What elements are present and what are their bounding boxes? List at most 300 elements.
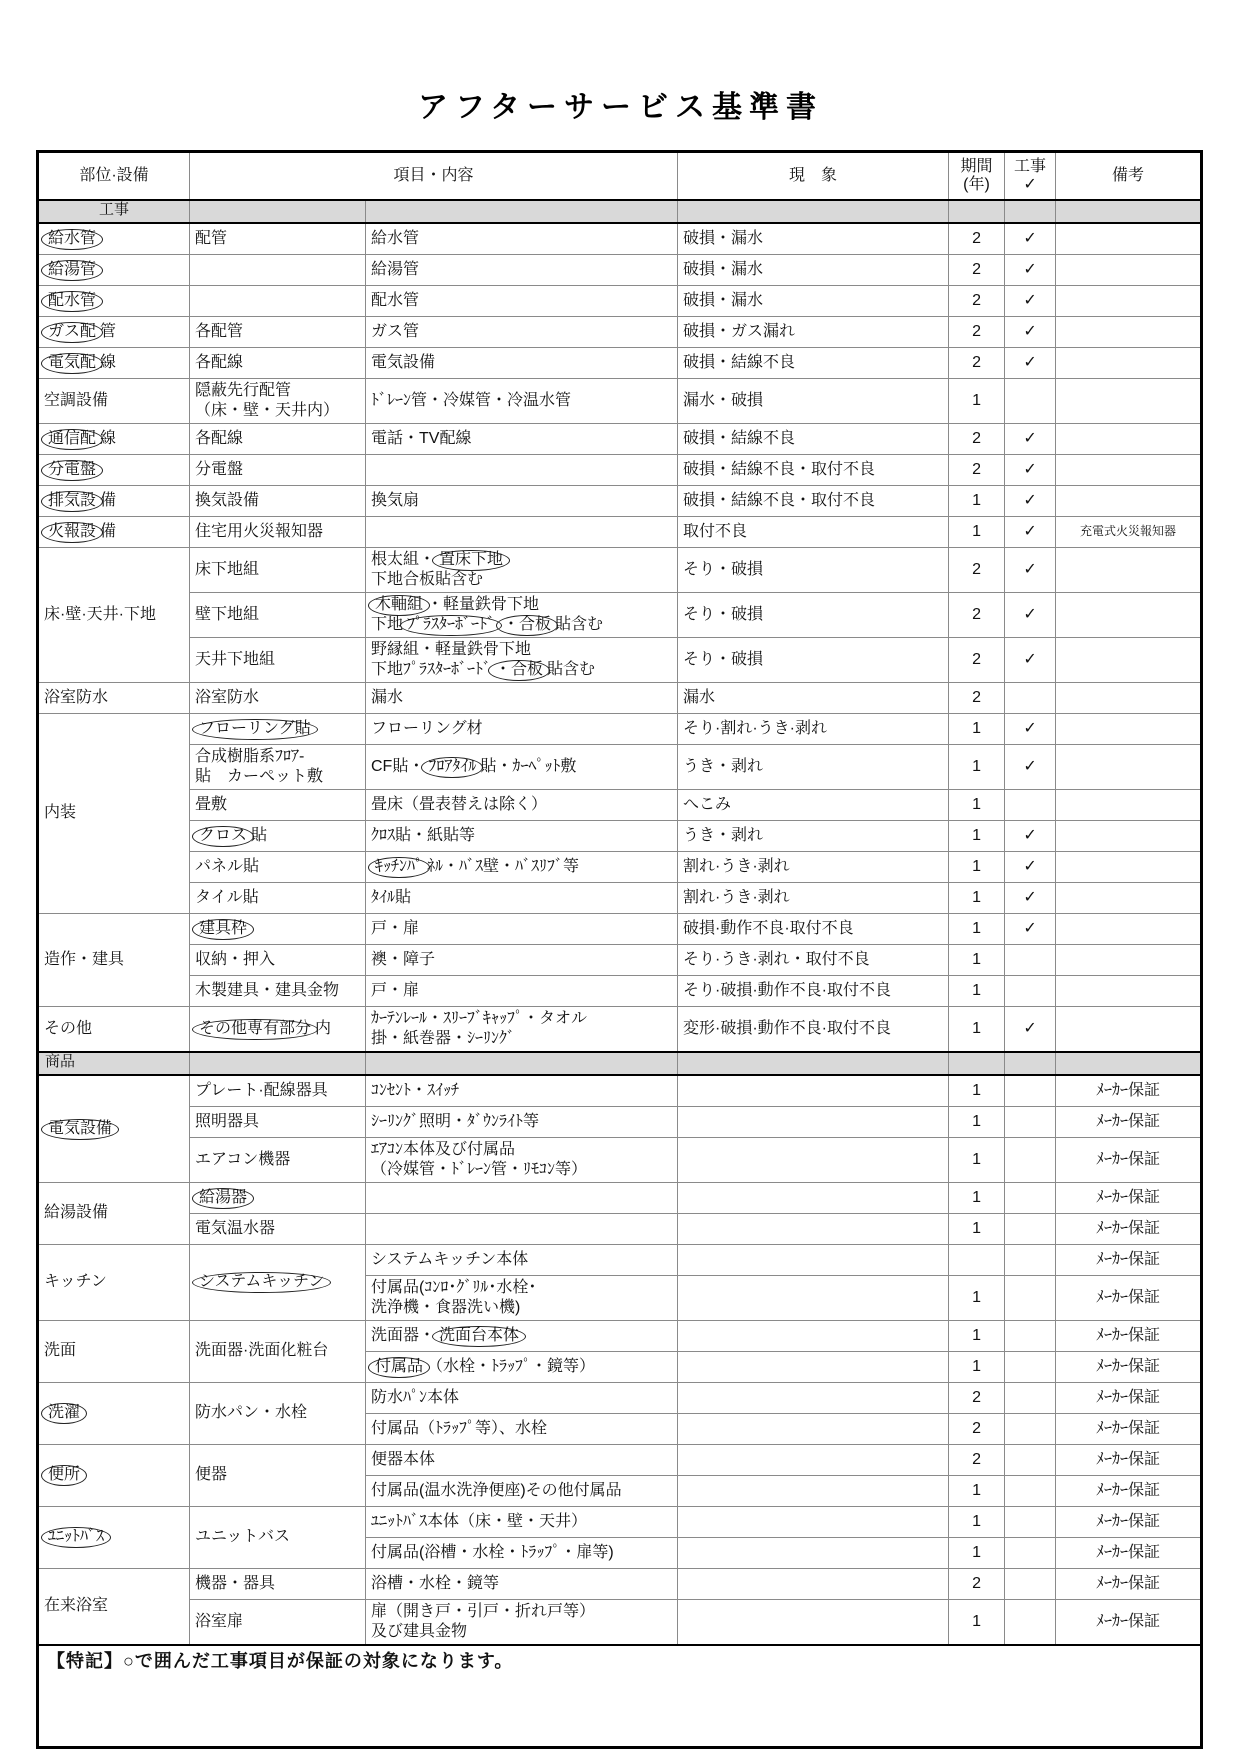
remark-cell: ﾒｰｶｰ保証 bbox=[1056, 1106, 1202, 1137]
table-cell bbox=[38, 682, 190, 713]
table-cell bbox=[366, 1599, 678, 1645]
col-header-remarks: 備考 bbox=[1056, 152, 1202, 201]
work-check-cell: ✓ bbox=[1005, 851, 1056, 882]
table-cell bbox=[38, 316, 190, 347]
table-cell bbox=[190, 882, 366, 913]
remark-cell: ﾒｰｶｰ保証 bbox=[1056, 1537, 1202, 1568]
cell-text: そり・破損 bbox=[683, 560, 764, 578]
table-cell bbox=[38, 1568, 190, 1645]
period-label-bottom: (年) bbox=[963, 176, 990, 193]
table-cell bbox=[678, 944, 949, 975]
cell-text: 扉（開き戸・引戸・折れ戸等） bbox=[371, 1602, 596, 1620]
table-cell bbox=[366, 1568, 678, 1599]
table-row bbox=[38, 789, 1202, 820]
cell-text: 壁下地組 bbox=[195, 605, 260, 623]
table-cell bbox=[366, 1320, 678, 1351]
table-cell bbox=[38, 347, 190, 378]
work-check-cell bbox=[1005, 1382, 1056, 1413]
remark-cell bbox=[1056, 285, 1202, 316]
cell-text: フローリング材 bbox=[371, 719, 483, 737]
table-cell bbox=[366, 1213, 678, 1244]
remark-cell: ﾒｰｶｰ保証 bbox=[1056, 1475, 1202, 1506]
table-row bbox=[38, 851, 1202, 882]
table-row bbox=[38, 592, 1202, 637]
cell-text: 便器 bbox=[195, 1466, 228, 1483]
table-cell bbox=[678, 1382, 949, 1413]
cell-text: 分電盤 bbox=[195, 460, 244, 478]
cell-text: （床・壁・天井内） bbox=[195, 401, 340, 419]
cell-text: うき・剥れ bbox=[683, 826, 764, 844]
section-band-cell bbox=[678, 200, 949, 223]
table-cell bbox=[678, 789, 949, 820]
cell-text: 掛・紙巻器・ｼｰﾘﾝｸﾞ bbox=[371, 1029, 516, 1047]
table-cell bbox=[38, 1182, 190, 1244]
col-header-period bbox=[949, 152, 1005, 201]
service-standards-table bbox=[36, 150, 1203, 1749]
guarantee-circle: ﾌﾟﾗｽﾀｰﾎﾞｰﾄﾞ bbox=[400, 615, 502, 636]
cell-text: 合成樹脂系ﾌﾛｱ- bbox=[195, 747, 305, 765]
guarantee-circle: 給湯器 bbox=[192, 1188, 254, 1209]
table-cell bbox=[678, 682, 949, 713]
work-check-cell bbox=[1005, 1213, 1056, 1244]
remark-cell bbox=[1056, 682, 1202, 713]
table-cell bbox=[678, 637, 949, 682]
table-cell bbox=[678, 254, 949, 285]
table-cell bbox=[190, 1506, 366, 1568]
table-cell bbox=[190, 1106, 366, 1137]
cell-text: 破損・結線不良・取付不良 bbox=[683, 491, 876, 509]
period-cell: 1 bbox=[949, 1475, 1005, 1506]
table-row bbox=[38, 944, 1202, 975]
table-cell bbox=[38, 1444, 190, 1506]
table-cell bbox=[38, 423, 190, 454]
cell-text: 戸・扉 bbox=[371, 919, 420, 937]
table-row bbox=[38, 516, 1202, 547]
table-row bbox=[38, 316, 1202, 347]
remark-cell bbox=[1056, 316, 1202, 347]
table-cell bbox=[366, 378, 678, 423]
table-cell bbox=[190, 789, 366, 820]
cell-text: 床下地組 bbox=[195, 560, 260, 578]
work-check-cell bbox=[1005, 975, 1056, 1006]
period-cell: 2 bbox=[949, 547, 1005, 592]
cell-text: 畳床（畳表替えは除く） bbox=[371, 795, 548, 813]
section-band-cell bbox=[678, 1052, 949, 1075]
table-cell bbox=[190, 975, 366, 1006]
table-cell bbox=[38, 913, 190, 1006]
table-cell bbox=[38, 378, 190, 423]
cell-text: 浴室防水 bbox=[44, 688, 109, 706]
cell-text: 防水パン・水栓 bbox=[195, 1404, 308, 1421]
work-check-cell bbox=[1005, 378, 1056, 423]
footer-note-row bbox=[38, 1645, 1202, 1748]
table-cell bbox=[190, 851, 366, 882]
section-band-cell bbox=[1005, 200, 1056, 223]
table-cell bbox=[190, 1444, 366, 1506]
period-label-top: 期間 bbox=[960, 157, 993, 175]
cell-text: 破損・結線不良 bbox=[683, 429, 796, 447]
table-cell bbox=[190, 913, 366, 944]
table-cell bbox=[38, 516, 190, 547]
section-band-row bbox=[38, 200, 1202, 223]
work-label: 工事 bbox=[1014, 157, 1047, 175]
remark-cell bbox=[1056, 254, 1202, 285]
table-cell bbox=[38, 1382, 190, 1444]
period-cell: 1 bbox=[949, 789, 1005, 820]
table-cell bbox=[366, 789, 678, 820]
cell-text: 及び建具金物 bbox=[371, 1622, 468, 1640]
table-cell bbox=[38, 713, 190, 913]
guarantee-circle: 通信配 bbox=[41, 429, 103, 450]
cell-text: ガス管 bbox=[371, 322, 420, 340]
table-cell bbox=[678, 1006, 949, 1052]
cell-text: システムキッチン本体 bbox=[371, 1250, 529, 1268]
cell-text: 電気設備 bbox=[371, 353, 436, 371]
period-cell: 2 bbox=[949, 347, 1005, 378]
period-cell: 2 bbox=[949, 423, 1005, 454]
table-cell bbox=[366, 1075, 678, 1107]
table-cell bbox=[678, 820, 949, 851]
table-row bbox=[38, 1506, 1202, 1537]
table-cell bbox=[190, 547, 366, 592]
table-cell bbox=[190, 1244, 366, 1320]
table-cell bbox=[38, 1006, 190, 1052]
table-row bbox=[38, 1244, 1202, 1275]
work-check-icon: ✓ bbox=[1023, 176, 1037, 193]
table-cell bbox=[678, 913, 949, 944]
table-cell bbox=[190, 1137, 366, 1182]
table-cell bbox=[190, 223, 366, 255]
guarantee-circle: ﾕﾆｯﾄﾊﾞｽ bbox=[41, 1527, 111, 1548]
table-cell bbox=[190, 1213, 366, 1244]
cell-text: 割れ·うき·剥れ bbox=[683, 888, 790, 906]
remark-cell: ﾒｰｶｰ保証 bbox=[1056, 1075, 1202, 1107]
remark-cell bbox=[1056, 882, 1202, 913]
table-row bbox=[38, 713, 1202, 744]
cell-text: 取付不良 bbox=[683, 522, 748, 540]
period-cell: 1 bbox=[949, 820, 1005, 851]
guarantee-circle: 付属品 bbox=[368, 1357, 430, 1378]
table-cell bbox=[678, 485, 949, 516]
cell-text: うき・剥れ bbox=[683, 757, 764, 775]
work-check-cell bbox=[1005, 1444, 1056, 1475]
cell-text: へこみ bbox=[683, 795, 732, 813]
table-cell bbox=[366, 1413, 678, 1444]
guarantee-circle: 給水管 bbox=[41, 229, 103, 250]
cell-text: 電話・TV配線 bbox=[371, 429, 472, 447]
period-cell: 1 bbox=[949, 1506, 1005, 1537]
table-cell bbox=[678, 1106, 949, 1137]
table-cell bbox=[190, 1075, 366, 1107]
work-check-cell bbox=[1005, 1137, 1056, 1182]
section-band-cell bbox=[366, 200, 678, 223]
table-cell bbox=[366, 592, 678, 637]
period-cell: 1 bbox=[949, 713, 1005, 744]
cell-text: 備 bbox=[100, 491, 117, 509]
remark-cell bbox=[1056, 592, 1202, 637]
cell-text: 内装 bbox=[44, 804, 77, 822]
period-cell: 2 bbox=[949, 1413, 1005, 1444]
work-check-cell bbox=[1005, 1182, 1056, 1213]
table-cell bbox=[678, 1182, 949, 1213]
guarantee-circle: 洗面台本体 bbox=[432, 1326, 526, 1347]
table-cell bbox=[366, 851, 678, 882]
cell-text: パネル貼 bbox=[195, 857, 260, 875]
table-cell bbox=[38, 1075, 190, 1183]
table-cell bbox=[366, 882, 678, 913]
cell-text: 造作・建具 bbox=[44, 950, 125, 968]
work-check-cell: ✓ bbox=[1005, 254, 1056, 285]
guarantee-circle: 便所 bbox=[41, 1465, 87, 1486]
table-cell bbox=[678, 592, 949, 637]
table-cell bbox=[678, 975, 949, 1006]
work-check-cell: ✓ bbox=[1005, 423, 1056, 454]
table-row bbox=[38, 1568, 1202, 1599]
page-title: アフターサービス基準書 bbox=[418, 91, 823, 124]
cell-text: 破損・ガス漏れ bbox=[683, 322, 796, 340]
cell-text: 野縁組・軽量鉄骨下地 bbox=[371, 640, 532, 658]
table-cell bbox=[678, 851, 949, 882]
cell-text: 換気設備 bbox=[195, 491, 260, 509]
cell-text: 変形·破損·動作不良·取付不良 bbox=[683, 1019, 892, 1037]
table-cell bbox=[366, 1537, 678, 1568]
cell-text: 襖・障子 bbox=[371, 950, 436, 968]
guarantee-circle: 建具枠 bbox=[192, 919, 254, 940]
cell-text: 畳敷 bbox=[195, 795, 228, 813]
cell-text: 割れ·うき·剥れ bbox=[683, 857, 790, 875]
table-cell bbox=[366, 975, 678, 1006]
remark-cell: 充電式火災報知器 bbox=[1056, 516, 1202, 547]
table-cell bbox=[190, 744, 366, 789]
table-cell bbox=[190, 944, 366, 975]
period-cell: 2 bbox=[949, 592, 1005, 637]
cell-text: 浴室扉 bbox=[195, 1612, 244, 1630]
cell-text: そり·破損·動作不良·取付不良 bbox=[683, 981, 892, 999]
remark-cell: ﾒｰｶｰ保証 bbox=[1056, 1244, 1202, 1275]
cell-text: 洗浄機・食器洗い機) bbox=[371, 1298, 521, 1316]
work-check-cell bbox=[1005, 1413, 1056, 1444]
work-check-cell: ✓ bbox=[1005, 485, 1056, 516]
period-cell: 1 bbox=[949, 1106, 1005, 1137]
table-row bbox=[38, 1137, 1202, 1182]
work-check-cell: ✓ bbox=[1005, 913, 1056, 944]
period-cell: 1 bbox=[949, 1537, 1005, 1568]
period-cell: 1 bbox=[949, 1075, 1005, 1107]
guarantee-circle: 電気設備 bbox=[41, 1119, 119, 1140]
period-cell: 1 bbox=[949, 378, 1005, 423]
work-check-cell bbox=[1005, 1275, 1056, 1320]
remark-cell bbox=[1056, 713, 1202, 744]
table-cell bbox=[366, 637, 678, 682]
period-cell: 2 bbox=[949, 223, 1005, 255]
cell-text: 給湯設備 bbox=[44, 1204, 109, 1221]
table-cell bbox=[678, 285, 949, 316]
table-row bbox=[38, 223, 1202, 255]
col-header-phenomenon: 現 象 bbox=[678, 152, 949, 201]
section-band-cell bbox=[190, 1052, 366, 1075]
table-cell bbox=[366, 1275, 678, 1320]
guarantee-circle: システムキッチン bbox=[192, 1272, 331, 1293]
work-check-cell: ✓ bbox=[1005, 592, 1056, 637]
guarantee-circle: 火報設 bbox=[41, 522, 103, 543]
table-cell bbox=[366, 820, 678, 851]
work-check-cell bbox=[1005, 1075, 1056, 1107]
table-cell bbox=[366, 1182, 678, 1213]
remark-cell bbox=[1056, 347, 1202, 378]
cell-text: 収納・押入 bbox=[195, 950, 276, 968]
cell-text: 貼・ｶｰﾍﾟｯﾄ敷 bbox=[480, 757, 577, 775]
work-check-cell: ✓ bbox=[1005, 713, 1056, 744]
work-check-cell: ✓ bbox=[1005, 285, 1056, 316]
period-cell: 2 bbox=[949, 1382, 1005, 1413]
period-cell: 2 bbox=[949, 454, 1005, 485]
period-cell: 1 bbox=[949, 851, 1005, 882]
period-cell bbox=[949, 1244, 1005, 1275]
cell-text: 各配線 bbox=[195, 429, 244, 447]
col-header-part: 部位·設備 bbox=[38, 152, 190, 201]
guarantee-circle: 木軸組 bbox=[368, 595, 430, 616]
remark-cell: ﾒｰｶｰ保証 bbox=[1056, 1382, 1202, 1413]
remark-cell bbox=[1056, 744, 1202, 789]
cell-text: ﾕﾆｯﾄﾊﾞｽ本体（床・壁・天井） bbox=[371, 1512, 588, 1530]
cell-text: CF貼・ bbox=[371, 757, 425, 775]
col-header-item: 項目・内容 bbox=[190, 152, 678, 201]
table-row bbox=[38, 485, 1202, 516]
remark-cell bbox=[1056, 547, 1202, 592]
table-cell bbox=[366, 1244, 678, 1275]
table-row bbox=[38, 1382, 1202, 1413]
cell-text: 在来浴室 bbox=[44, 1597, 109, 1614]
table-row bbox=[38, 347, 1202, 378]
guarantee-circle: ・合板 bbox=[496, 615, 558, 636]
period-cell: 1 bbox=[949, 1213, 1005, 1244]
table-row bbox=[38, 1213, 1202, 1244]
period-cell: 1 bbox=[949, 1006, 1005, 1052]
guarantee-circle: 洗濯 bbox=[41, 1403, 87, 1424]
table-cell bbox=[678, 316, 949, 347]
work-check-cell bbox=[1005, 682, 1056, 713]
remark-cell: ﾒｰｶｰ保証 bbox=[1056, 1413, 1202, 1444]
table-cell bbox=[366, 1351, 678, 1382]
cell-text: 線 bbox=[100, 353, 117, 371]
remark-cell: ﾒｰｶｰ保証 bbox=[1056, 1275, 1202, 1320]
table-cell bbox=[678, 1475, 949, 1506]
table-cell bbox=[678, 1537, 949, 1568]
remark-cell: ﾒｰｶｰ保証 bbox=[1056, 1182, 1202, 1213]
table-cell bbox=[678, 347, 949, 378]
work-check-cell: ✓ bbox=[1005, 744, 1056, 789]
table-cell bbox=[38, 454, 190, 485]
table-cell bbox=[366, 347, 678, 378]
guarantee-circle: クロス bbox=[192, 826, 254, 847]
cell-text: ｺﾝｾﾝﾄ・ｽｲｯﾁ bbox=[371, 1081, 460, 1099]
table-cell bbox=[678, 1568, 949, 1599]
work-check-cell bbox=[1005, 1506, 1056, 1537]
work-check-cell: ✓ bbox=[1005, 516, 1056, 547]
period-cell: 2 bbox=[949, 1568, 1005, 1599]
cell-text: 貼 カーペット敷 bbox=[195, 767, 324, 785]
remark-cell bbox=[1056, 485, 1202, 516]
cell-text: 洗面器·洗面化粧台 bbox=[195, 1342, 329, 1359]
period-cell: 1 bbox=[949, 944, 1005, 975]
cell-text: ﾈﾙ・ﾊﾞｽ壁・ﾊﾞｽﾘﾌﾞ等 bbox=[427, 857, 580, 875]
cell-text: 線 bbox=[100, 429, 117, 447]
table-cell bbox=[366, 1382, 678, 1413]
cell-text: その他 bbox=[44, 1019, 93, 1037]
cell-text: 漏水 bbox=[683, 688, 716, 706]
cell-text: そり·割れ·うき·剥れ bbox=[683, 719, 828, 737]
period-cell: 2 bbox=[949, 682, 1005, 713]
table-cell bbox=[678, 423, 949, 454]
table-cell bbox=[190, 1382, 366, 1444]
cell-text: 下地 bbox=[371, 615, 404, 633]
table-cell bbox=[190, 423, 366, 454]
table-cell bbox=[366, 913, 678, 944]
guarantee-circle: 分電盤 bbox=[41, 460, 103, 481]
guarantee-circle: フローリング貼 bbox=[192, 719, 318, 740]
work-check-cell: ✓ bbox=[1005, 454, 1056, 485]
table-cell bbox=[678, 1351, 949, 1382]
cell-text: 機器・器具 bbox=[195, 1574, 276, 1592]
table-cell bbox=[366, 485, 678, 516]
table-cell bbox=[38, 1320, 190, 1382]
cell-text: 照明器具 bbox=[195, 1112, 260, 1130]
section-label: 工事 bbox=[38, 200, 190, 223]
table-cell bbox=[678, 1275, 949, 1320]
work-check-cell bbox=[1005, 1106, 1056, 1137]
section-band-cell bbox=[949, 200, 1005, 223]
work-check-cell bbox=[1005, 1568, 1056, 1599]
period-cell: 2 bbox=[949, 285, 1005, 316]
table-row bbox=[38, 820, 1202, 851]
table-cell bbox=[190, 516, 366, 547]
remark-cell bbox=[1056, 378, 1202, 423]
table-cell bbox=[678, 223, 949, 255]
period-cell: 1 bbox=[949, 516, 1005, 547]
cell-text: 給水管 bbox=[371, 229, 420, 247]
guarantee-circle: 置床下地 bbox=[432, 550, 510, 571]
table-cell bbox=[190, 1320, 366, 1382]
period-cell: 1 bbox=[949, 1351, 1005, 1382]
cell-text: 管 bbox=[100, 322, 117, 340]
guarantee-circle: 排気設 bbox=[41, 491, 103, 512]
cell-text: 戸・扉 bbox=[371, 981, 420, 999]
period-cell: 1 bbox=[949, 1320, 1005, 1351]
cell-text: ｴｱｺﾝ本体及び付属品 bbox=[371, 1140, 516, 1158]
section-band-cell bbox=[949, 1052, 1005, 1075]
table-cell bbox=[678, 547, 949, 592]
table-cell bbox=[38, 1506, 190, 1568]
cell-text: 床·壁·天井·下地 bbox=[44, 605, 156, 623]
work-check-cell: ✓ bbox=[1005, 820, 1056, 851]
cell-text: ﾄﾞﾚｰﾝ管・冷媒管・冷温水管 bbox=[371, 391, 572, 409]
table-cell bbox=[678, 1506, 949, 1537]
table-cell bbox=[366, 944, 678, 975]
section-band-cell bbox=[366, 1052, 678, 1075]
cell-text: 貼含む bbox=[555, 615, 604, 633]
table-cell bbox=[38, 485, 190, 516]
cell-text: 住宅用火災報知器 bbox=[195, 522, 324, 540]
table-row bbox=[38, 1075, 1202, 1107]
table-cell bbox=[678, 1444, 949, 1475]
table-row bbox=[38, 547, 1202, 592]
table-cell bbox=[190, 1599, 366, 1645]
cell-text: 漏水 bbox=[371, 688, 404, 706]
table-cell bbox=[190, 378, 366, 423]
section-band-cell bbox=[1005, 1052, 1056, 1075]
table-cell bbox=[190, 637, 366, 682]
table-cell bbox=[678, 882, 949, 913]
